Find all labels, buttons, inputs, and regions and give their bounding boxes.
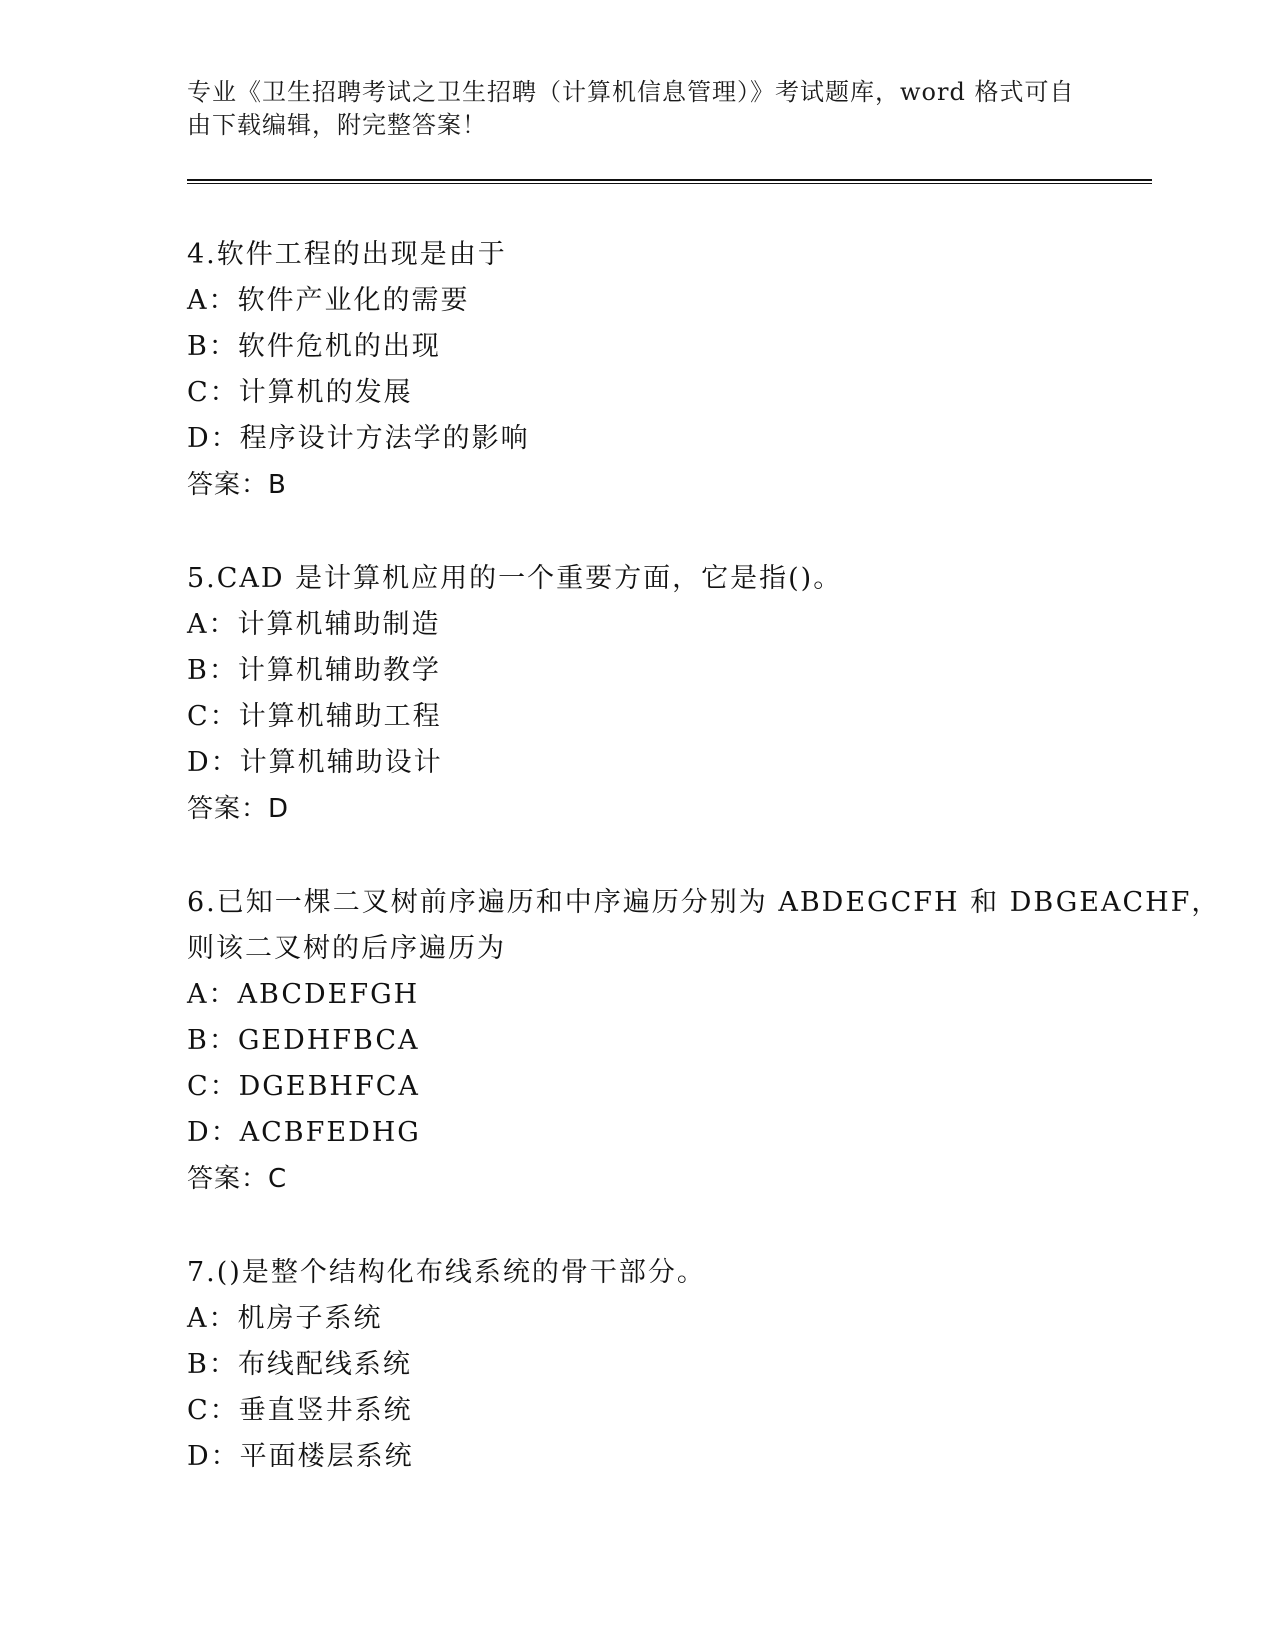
answer-key: 答案：B — [187, 470, 287, 500]
option-d: D：ACBFEDHG — [187, 1117, 421, 1148]
question-7 — [187, 1250, 1087, 1480]
option-b: B：计算机辅助教学 — [187, 655, 441, 686]
header-divider-thin — [187, 183, 1152, 184]
option-d: D：计算机辅助设计 — [187, 747, 443, 778]
question-list — [187, 232, 1221, 1480]
header-line-2: 由下载编辑，附完整答案！ — [187, 111, 487, 139]
question-stem-line: 7.()是整个结构化布线系统的骨干部分。 — [187, 1257, 706, 1288]
option-d: D：平面楼层系统 — [187, 1441, 414, 1472]
question-5 — [187, 556, 1087, 832]
option-b: B：GEDHFBCA — [187, 1025, 420, 1056]
option-a: A：软件产业化的需要 — [187, 285, 470, 316]
option-c: C：计算机辅助工程 — [187, 701, 442, 732]
header-divider-thick — [187, 179, 1152, 181]
question-stem — [187, 232, 1087, 278]
answer-key: 答案：C — [187, 1164, 288, 1194]
question-stem — [187, 1250, 1087, 1296]
option-c: C：DGEBHFCA — [187, 1071, 420, 1102]
question-stem-line: 4.软件工程的出现是由于 — [187, 239, 507, 270]
option-b: B：布线配线系统 — [187, 1349, 412, 1380]
answer-key: 答案：D — [187, 794, 290, 824]
question-stem-line: 6.已知一棵二叉树前序遍历和中序遍历分别为 ABDEGCFH 和 DBGEACHF， — [187, 887, 1221, 918]
question-stem — [187, 880, 1221, 972]
option-c: C：垂直竖井系统 — [187, 1395, 413, 1426]
option-c: C：计算机的发展 — [187, 377, 413, 408]
option-a: A：计算机辅助制造 — [187, 609, 441, 640]
question-stem — [187, 556, 1087, 602]
option-d: D：程序设计方法学的影响 — [187, 423, 530, 454]
question-stem-line: 则该二叉树的后序遍历为 — [187, 933, 506, 964]
document-header — [187, 76, 1075, 142]
header-line-1: 专业《卫生招聘考试之卫生招聘（计算机信息管理）》考试题库，word 格式可自 — [187, 78, 1075, 106]
question-6 — [187, 880, 1221, 1202]
option-b: B：软件危机的出现 — [187, 331, 441, 362]
question-4 — [187, 232, 1087, 508]
option-a: A：机房子系统 — [187, 1303, 383, 1334]
question-stem-line: 5.CAD 是计算机应用的一个重要方面，它是指()。 — [187, 563, 843, 594]
option-a: A：ABCDEFGH — [187, 979, 420, 1010]
